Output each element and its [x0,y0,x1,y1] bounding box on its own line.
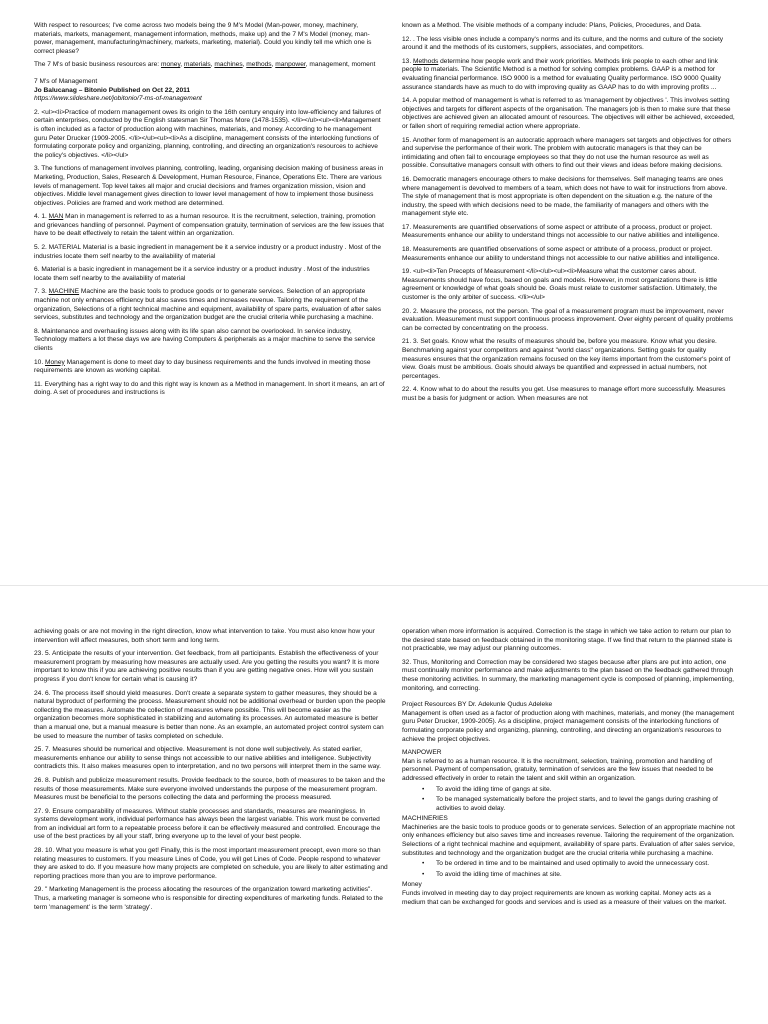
para-21: 21. 3. Set goals. Know what the results of measures should be, before you measure. Know what you desire. Benchmarking against your competitors and against "world class" organizations. Setting goals for quality measures ensures that the organization remains focused on the key items important from the customer's point of view. Goals must be ambitious. Goals should always be quantified and expressed in actual numbers, not percentages. [402,338,731,380]
list-item: • To be ordered in time and to be maintained and used optimally to avoid the unnecessary cost. [428,860,736,869]
column-top-left [34,22,386,403]
para-12: 12. . The less visible ones include a company's norms and its culture, and the norms and culture of the society around it and the methods of its customers, suppliers, associates, and competitors. [402,35,724,52]
keyword-money: Money [45,358,65,366]
keyword-man: MAN [48,213,64,221]
column-bottom-right [402,628,736,907]
para-11-cont: known as a Method. The visible methods of a company include: Plans, Policies, Procedures, and Data. [402,22,702,29]
manpower-text: Man is referred to as a human resource. It is the recruitment, selection, training, promotion and handling of personnel. Payment of compensation, gratuity, termination of services are the few issues that needed to be addressed effectively in order to retain the talent and skill within an organization. [402,757,714,782]
para-22: 22. 4. Know what to do about the results you get. Use measures to manage effort more successfully. Measures must be a basis for judgment or action. When measures are not [402,386,726,402]
para-32: 32. Thus, Monitoring and Correction may be considered two stages because after plans are put into action, one must continually monitor performance and make adjustments to the plan based on the feedback gathered through these monitoring activities. In summary, the marketing management cycle is composed of planning, implementing, monitoring, and correcting. [402,658,734,692]
para-25: 25. 7. Measures should be numerical and objective. Measurement is not done well subjectively. As stated earlier, measurements enhance our ability to sense things not accessible to our native abilities and intelligence. Subjectivity contradicts this. It also makes measures open to interpretation, and no two persons will interpret them in the same way. [34,746,381,771]
list-item: • To be managed systematically before the project starts, and to level the gangs during crashing of activities to avoid delay. [428,796,736,813]
manpower-bullet-list [428,786,736,814]
resource-methods: methods [246,61,272,69]
para-10: 10. Money Management is done to meet day to day business requirements and the funds involved in meeting those requirements are known as working capital. [34,358,371,375]
project-resources-text: Management is often used as a factor of production along with machines, materials, and money (the management guru Peter Drucker, 1909-2005). As a discipline, project management consists of the interlocking functions of formulating corporate policy and organizing, planning, controlling, and directing an organization's resources to achieve the project objectives. [402,709,735,743]
project-resources-title: Project Resources BY Dr. Adekunle Qudus Adeleke [402,701,553,709]
para-2: 2. <ul><li>Practice of modern management owes its origin to the 16th century enquiry into low-efficiency and failures of certain enterprises, conducted by the English statesman Sir Thomas More (1478-1535). </li></ul><ul><li>Management is often included as a factor of production along with machines, materials, and money. According to he management guru Peter Drucker (1909-2005. </li></ul><ul><li>As a discipline, management consists of the interlocking functions of formulating corporate policy and organizing, planning, controlling, and directing an organization's resources to achieve the policy's objectives. </li></ul> [34,108,381,159]
page-divider [0,585,768,586]
manpower-heading: MANPOWER [402,749,442,757]
para-23: 23. 5. Anticipate the results of your intervention. Get feedback, from all participants. Establish the effectiveness of your measurement program by measuring how measures are actually used. Are you getting the results you want? It is more important to know this if you are achieving positive results than if you are getting negative ones. How will you sustain progress if you don't know for certain what is causing it? [34,650,380,683]
money-heading: Money [402,881,422,889]
keyword-methods: Methods [413,57,439,65]
para-27: 27. 9. Ensure comparability of measures. Without stable processes and standards, measures are meaningless. In systems development work, individual performance has always been the largest variable. This work must be converted from an individual art form to a repeatable process before it can be effectively measured and controlled. Encourage the use of the best practices by all your staff, bring everyone up to the level of your best people. [34,807,381,841]
para-28: 28. 10. What you measure is what you get! Finally, this is the most important measurement precept, even more so than relating measures to customers. If you measure Lines of Code, you will get Lines of Code. People respond to whatever they are asked to do. If you measure how many projects are completed on schedule, you are likely to alter estimating and reporting practices more than you are to improve performance. [34,847,388,880]
para-20: 20. 2. Measure the process, not the person. The goal of a measurement program must be improvement, never evaluation. Measurement must support continuous process improvement. Over eighty percent of quality problems can be corrected by concentrating on the process. [402,307,733,332]
para-6: 6. Material is a basic ingredient in management be it a service industry or a product industry . Most of the industries locate them self nearby to the availability of material [34,266,370,282]
para-16: 16. Democratic managers encourage others to make decisions for themselves. Self managing teams are ones where management is devolved to members of a team, which does not have to wait for instructions from above. The style of management that is most appropriate is often dependent on the situation e.g. the nature of the industry, the speed with which decisions need to be made, the familiarity of managers and others with the management style etc. [402,175,728,218]
para-29: 29. " Marketing Management is the process allocating the resources of the organization toward marketing activities". Thus, a marketing manager is someone who is responsible for directing expenditures of marketing funds. Related to the term 'management' is the term 'strategy'. [34,886,383,911]
resource-manpower: manpower [275,61,306,69]
para-11: 11. Everything has a right way to do and this right way is known as a Method in management. In short it means, an art of doing. A set of procedures and instructions is [34,380,385,397]
source-byline: Jo Balucanag – Bitonio Published on Oct 22, 2011 [34,86,191,94]
source-url-link[interactable]: https://www.slideshare.net/jobitonio/7-ms-of-management [34,95,202,103]
column-top-right [402,22,736,409]
resource-list: The 7 M's of basic business resources are: money, materials, machines, methods, manpower, management, moment [34,61,376,69]
para-14: 14. A popular method of management is what is referred to as 'management by objectives '. This involves setting objectives and targets for different aspects of the organisation. The managers job is then to make sure that these objectives are achieved given an allocated amount of resources. The objectives will either be achieved, exceeded, or fallen short of requiring remedial action where appropriate. [402,97,735,130]
intro-question: With respect to resources; I've come across two models being the 9 M's Model (Man-power, money, machinery, materials, markets, management, management information, methods, make up) and the 7 M's Model (money, man-power, management, manufacturing/machinery, markets, marketing, material). Could you kindly tell me which one is correct please? [34,22,372,55]
para-17: 17. Measurements are quantified observations of some aspect or attribute of a process, product or project. Measurements enhance our ability to understand things not accessible to our native abilities and intelligence. [402,223,720,240]
machineries-bullet-list [428,860,736,879]
para-24: 24. 6. The process itself should yield measures. Don't create a separate system to gather measures, they should be a natural byproduct of performing the process. Measurement should not be additional overhead or burden upon the people collecting the measures. Automate the collection of measures where possible. This will become easier as the organization becomes more sophisticated in stabilizing and automating its processes. An automated measure is better than a manual one, but a manual measure is better than none. As an example, an automated project control system can be used to measure the number of tasks completed on schedule. [34,689,386,740]
machineries-heading: MACHINERIES [402,815,448,823]
para-18: 18. Measurements are quantified observations of some aspect or attribute of a process, product or project. Measurements enhance our ability to understand things not accessible to our native abilities and intelligence. [402,246,720,262]
para-15: 15. Another form of management is an autocratic approach where managers set targets and objectives for others and supervise the performance of their work. The problem with autocratic managers is that they can be intimidating and often fail to encourage employees so that they do not use the human resource as well as possible. Consultative managers consult with others to find out their views and ideas before making decisions. [402,136,732,170]
source-title: 7 M's of Management [34,77,98,85]
source-block [34,78,386,104]
resource-machines: machines [214,61,243,69]
resource-money: money [160,61,181,69]
para-7: 7. 3. MACHINE Machine are the basic tools to produce goods or to generate services. Selection of an appropriate machine not only enhances efficiency but also saves times and increases revenue. Tailoring the requirement of the organization, Selections of a right technical machine and equipment, availability of spare parts, evaluation of after sales services, substitutes and technology and the organization budget are the crucial criteria while purchasing a machine. [34,288,382,322]
page-section-bottom [0,596,768,1024]
para-4: 4. 1. MAN Man in management is referred to as a human resource. It is the recruitment, selection, training, promotion and grievances handling of personnel. Payment of compensation gratuity, termination of services are the few issues that have to be dealt effectively to retain the talent within an organization. [34,213,384,238]
para-3: 3. The functions of management involves planning, controlling, leading, organising decision making of business areas in Marketing, Production, Sales, Research & Development, Human Resource, Finance, Operations Etc. There are various levels of management. Top level takes all major and crucial decisions and frames organization mission, vision and objectives. Middle level management gives direction to lower level management of how to implement those business objectives. Policies are framed and work method are determined. [34,165,384,207]
para-26: 26. 8. Publish and publicize measurement results. Provide feedback to the source, both of measures to be taken and the results of those measurements. Make sure everyone involved understands the purpose of the measurement program. Measures must be beneficial to the persons collecting the data and performing the process measured. [34,776,386,802]
para-5: 5. 2. MATERIAL Material is a basic ingredient in management be it a service industry or a product industry . Most of the industries locate them self nearby to the availability of material [34,244,382,260]
para-13: 13. Methods determine how people work and their work priorities. Methods link people to each other and link people to materials. The Scientific Method is a method for solving complex problems. GAAP is a method for evaluating financial performance. ISO 9000 is a method for evaluating Quality performance. ISO 9000 Quality assurance standards have as much to do with improving quality as GAAP has to do with improving profits ... [402,57,721,91]
list-item: • To avoid the idling time of machines at site. [428,871,736,880]
para-22-cont: achieving goals or are not moving in the right direction, know what intervention to take. You must also know how your intervention will affect measures, both short term and long term. [34,628,375,644]
column-bottom-left [34,628,388,917]
resource-materials: materials [183,61,211,69]
para-31-cont: operation when more information is acquired. Correction is the stage in which we take action to return our plan to the desired state based on feedback obtained in the monitoring stage. If we find that return to the planned state is not practicable, we may adjust our planning outcomes. [402,628,733,653]
list-item: • To avoid the idling time of gangs at site. [428,786,736,795]
para-19: 19. <ul><li>Ten Precepts of Measurement </li></ul><ul><li>Measure what the customer cares about. Measurements should have focus, based on goals and models. However, in most organizations there is little agreement or knowledge of what goals should be. Goals must relate to customer satisfaction. Ultimately, the customer is the only arbiter of success. </li></ul> [402,268,718,302]
machineries-text: Machineries are the basic tools to produce goods or to generate services. Selection of an appropriate machine not only enhances efficiency but also saves time and increases revenue. Tailoring the requirement of the organization. Selections of a right technical machine and equipment, availability of spare parts. Evaluation of after sales service, substitutes and technology and the organization budget are the crucial criteria while purchasing a machine. [402,823,735,857]
keyword-machine: MACHINE [48,288,80,296]
para-8: 8. Maintenance and overhauling issues along with its life span also cannot be overlooked. In service industry, Technology matters a lot these days we are having Computers & peripherals as a major machine to serve the service clients [34,327,376,352]
money-text: Funds involved in meeting day to day project requirements are known as working capital. Money acts as a medium that can be exchanged for goods and services and is used as a measure of their values on the market. [402,890,727,906]
